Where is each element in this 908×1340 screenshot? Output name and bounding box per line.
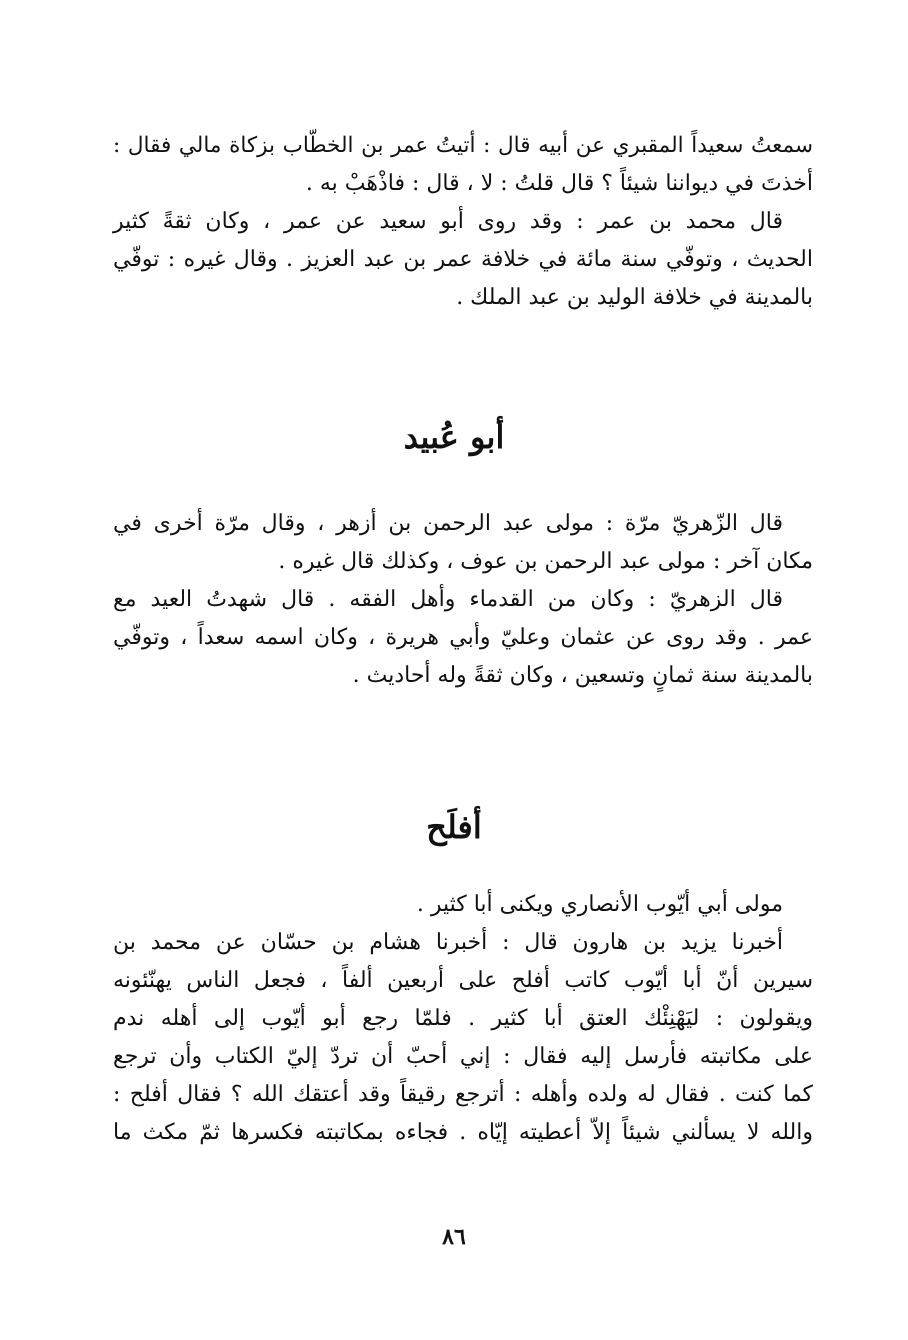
page-number: ٨٦ [442,1224,466,1250]
text-line: أخبرنا يزيد بن هارون قال : أخبرنا هشام بن حسّان عن محمد بن [113,930,783,955]
paragraph-block-3 [113,886,813,1152]
text-line: أخذتَ في ديواننا شيئاً ؟ قال قلتُ : لا ، قال : فاذْهَبْ به . [305,171,813,196]
text-line: الحديث ، وتوفّي سنة مائة في خلافة عمر بن عبد العزيز . وقال غيره : توفّي [113,247,813,272]
text-line: سيرين أنّ أبا أيّوب كاتب أفلح على أربعين ألفاً ، فجعل الناس يهنّئونه [113,968,813,993]
text-line: سمعتُ سعيداً المقبري عن أبيه قال : أتيتُ عمر بن الخطّاب بزكاة مالي فقال : [113,133,813,158]
text-line: بالمدينة سنة ثمانٍ وتسعين ، وكان ثقةً وله أحاديث . [352,663,813,688]
text-line: مكان آخر : مولى عبد الرحمن بن عوف ، وكذلك قال غيره . [278,549,813,574]
section-heading-abu-ubaid: أبو عُبيد [403,418,505,456]
text-line: بالمدينة في خلافة الوليد بن عبد الملك . [456,285,813,310]
text-line: قال الزهريّ : وكان من القدماء وأهل الفقه . قال شهدتُ العيد مع [113,587,783,612]
paragraph-block-2 [113,505,813,695]
text-line: قال محمد بن عمر : وقد روى أبو سعيد عن عمر ، وكان ثقةً كثير [113,209,783,234]
text-line: ويقولون : ليَهْنِئْك العتق أبا كثير . فلمّا رجع أبو أيّوب إلى أهله ندم [113,1006,813,1031]
text-line: كما كنت . فقال له ولده وأهله : أترجع رقيقاً وقد أعتقك الله ؟ فقال أفلح : [113,1082,813,1107]
text-line: قال الزّهريّ مرّة : مولى عبد الرحمن بن أزهر ، وقال مرّة أخرى في [113,511,783,536]
text-line: والله لا يسألني شيئاً إلاّ أعطيته إيّاه . فجاءه بمكاتبته فكسرها ثمّ مكث ما [113,1120,813,1145]
section-heading-aflah: أفلَح [426,808,482,846]
text-line: عمر . وقد روى عن عثمان وعليّ وأبي هريرة ، وكان اسمه سعداً ، وتوفّي [113,625,813,650]
text-line: مولى أبي أيّوب الأنصاري ويكنى أبا كثير . [416,892,783,917]
text-line: على مكاتبته فأرسل إليه فقال : إني أحبّ أن تردّ إليّ الكتاب وأن ترجع [113,1044,813,1069]
paragraph-block-1 [113,127,813,317]
